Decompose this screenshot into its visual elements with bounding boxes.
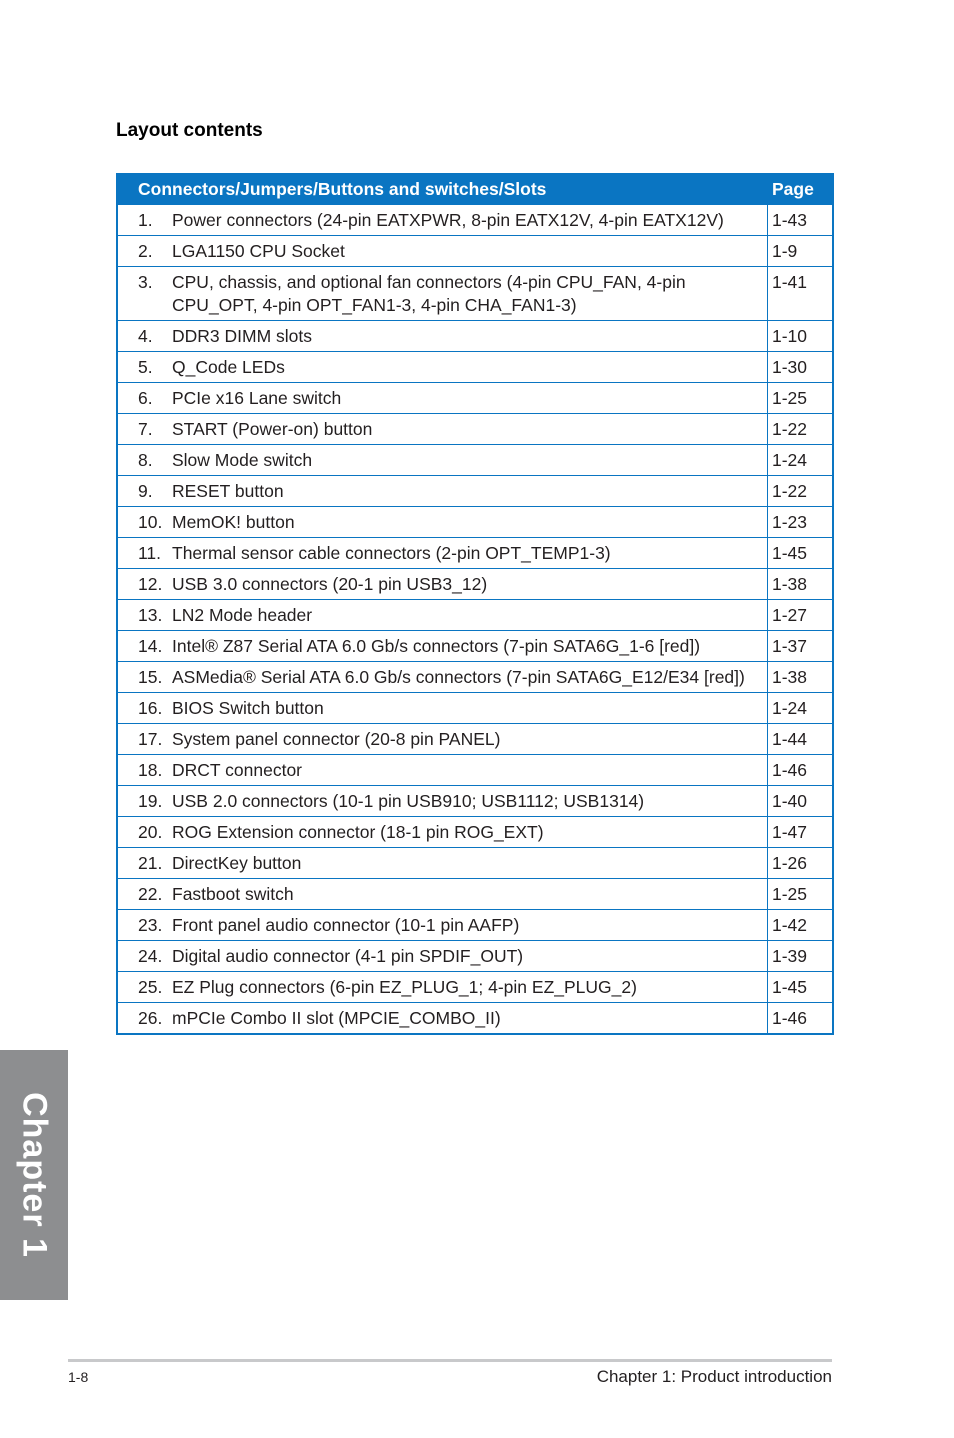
row-description: DirectKey button [172,848,768,879]
row-number: 9. [118,476,172,507]
row-number: 3. [118,267,172,321]
row-number: 19. [118,786,172,817]
row-page: 1-42 [768,910,833,941]
row-number: 21. [118,848,172,879]
row-description: PCIe x16 Lane switch [172,383,768,414]
row-description: Thermal sensor cable connectors (2-pin OPT_TEMP1-3) [172,538,768,569]
row-page: 1-39 [768,941,833,972]
table-row [118,205,832,236]
table-row [118,445,832,476]
row-description: ROG Extension connector (18-1 pin ROG_EXT) [172,817,768,848]
table-row [118,600,832,631]
row-page: 1-44 [768,724,833,755]
row-description: LGA1150 CPU Socket [172,236,768,267]
row-description: USB 3.0 connectors (20-1 pin USB3_12) [172,569,768,600]
row-page: 1-27 [768,600,833,631]
row-page: 1-45 [768,538,833,569]
row-page: 1-46 [768,755,833,786]
table-row [118,321,832,352]
table-row [118,631,832,662]
row-description: CPU, chassis, and optional fan connectors (4-pin CPU_FAN, 4-pin CPU_OPT, 4-pin OPT_FAN1-3, 4-pin CHA_FAN1-3) [172,267,768,321]
row-number: 14. [118,631,172,662]
table-row [118,236,832,267]
table-row [118,848,832,879]
row-description: LN2 Mode header [172,600,768,631]
row-number: 13. [118,600,172,631]
table-row [118,662,832,693]
table-row [118,507,832,538]
row-page: 1-22 [768,414,833,445]
row-page: 1-45 [768,972,833,1003]
table-row [118,267,832,321]
row-page: 1-22 [768,476,833,507]
table-row [118,538,832,569]
section-title: Layout contents [116,120,263,141]
row-page: 1-38 [768,662,833,693]
header-page: Page [768,175,833,205]
row-page: 1-25 [768,879,833,910]
row-description: System panel connector (20-8 pin PANEL) [172,724,768,755]
chapter-tab [0,1050,68,1300]
row-number: 22. [118,879,172,910]
row-number: 2. [118,236,172,267]
row-description: Slow Mode switch [172,445,768,476]
row-page: 1-30 [768,352,833,383]
row-description: mPCIe Combo II slot (MPCIE_COMBO_II) [172,1003,768,1034]
row-description: EZ Plug connectors (6-pin EZ_PLUG_1; 4-pin EZ_PLUG_2) [172,972,768,1003]
row-number: 6. [118,383,172,414]
row-page: 1-41 [768,267,833,321]
row-number: 12. [118,569,172,600]
row-description: MemOK! button [172,507,768,538]
row-page: 1-37 [768,631,833,662]
layout-contents-table [116,173,834,1035]
footer-page-number: 1-8 [68,1369,89,1385]
table-row [118,972,832,1003]
row-page: 1-43 [768,205,833,236]
row-description: DDR3 DIMM slots [172,321,768,352]
row-number: 26. [118,1003,172,1034]
row-page: 1-10 [768,321,833,352]
row-page: 1-26 [768,848,833,879]
row-number: 1. [118,205,172,236]
row-description: ASMedia® Serial ATA 6.0 Gb/s connectors (7-pin SATA6G_E12/E34 [red]) [172,662,768,693]
table-row [118,693,832,724]
row-page: 1-38 [768,569,833,600]
table-body [118,205,832,1034]
row-description: RESET button [172,476,768,507]
table-row [118,476,832,507]
row-description: Fastboot switch [172,879,768,910]
table-row [118,910,832,941]
row-page: 1-24 [768,445,833,476]
table-row [118,786,832,817]
row-page: 1-46 [768,1003,833,1034]
row-number: 23. [118,910,172,941]
table-row [118,352,832,383]
row-description: DRCT connector [172,755,768,786]
row-description: Digital audio connector (4-1 pin SPDIF_OUT) [172,941,768,972]
row-page: 1-23 [768,507,833,538]
row-number: 18. [118,755,172,786]
footer-chapter-title: Chapter 1: Product introduction [596,1367,832,1386]
table-row [118,941,832,972]
row-number: 16. [118,693,172,724]
row-number: 15. [118,662,172,693]
row-description: BIOS Switch button [172,693,768,724]
row-description: Intel® Z87 Serial ATA 6.0 Gb/s connectors (7-pin SATA6G_1-6 [red]) [172,631,768,662]
row-number: 20. [118,817,172,848]
chapter-tab-label: Chapter 1 [15,1092,54,1258]
row-number: 10. [118,507,172,538]
footer-divider [68,1359,832,1362]
row-page: 1-24 [768,693,833,724]
table-row [118,414,832,445]
row-description: Front panel audio connector (10-1 pin AAFP) [172,910,768,941]
table-row [118,817,832,848]
row-number: 4. [118,321,172,352]
row-number: 7. [118,414,172,445]
row-number: 11. [118,538,172,569]
row-number: 25. [118,972,172,1003]
row-page: 1-40 [768,786,833,817]
table-row [118,879,832,910]
table-header-row [118,175,832,205]
row-number: 24. [118,941,172,972]
row-number: 8. [118,445,172,476]
row-description: USB 2.0 connectors (10-1 pin USB910; USB1112; USB1314) [172,786,768,817]
table-row [118,569,832,600]
row-description: Q_Code LEDs [172,352,768,383]
row-page: 1-9 [768,236,833,267]
table-row [118,755,832,786]
table-row [118,724,832,755]
row-number: 17. [118,724,172,755]
table-row [118,1003,832,1034]
row-page: 1-25 [768,383,833,414]
table-row [118,383,832,414]
row-page: 1-47 [768,817,833,848]
row-description: START (Power-on) button [172,414,768,445]
header-item: Connectors/Jumpers/Buttons and switches/Slots [118,175,768,205]
row-number: 5. [118,352,172,383]
row-description: Power connectors (24-pin EATXPWR, 8-pin EATX12V, 4-pin EATX12V) [172,205,768,236]
